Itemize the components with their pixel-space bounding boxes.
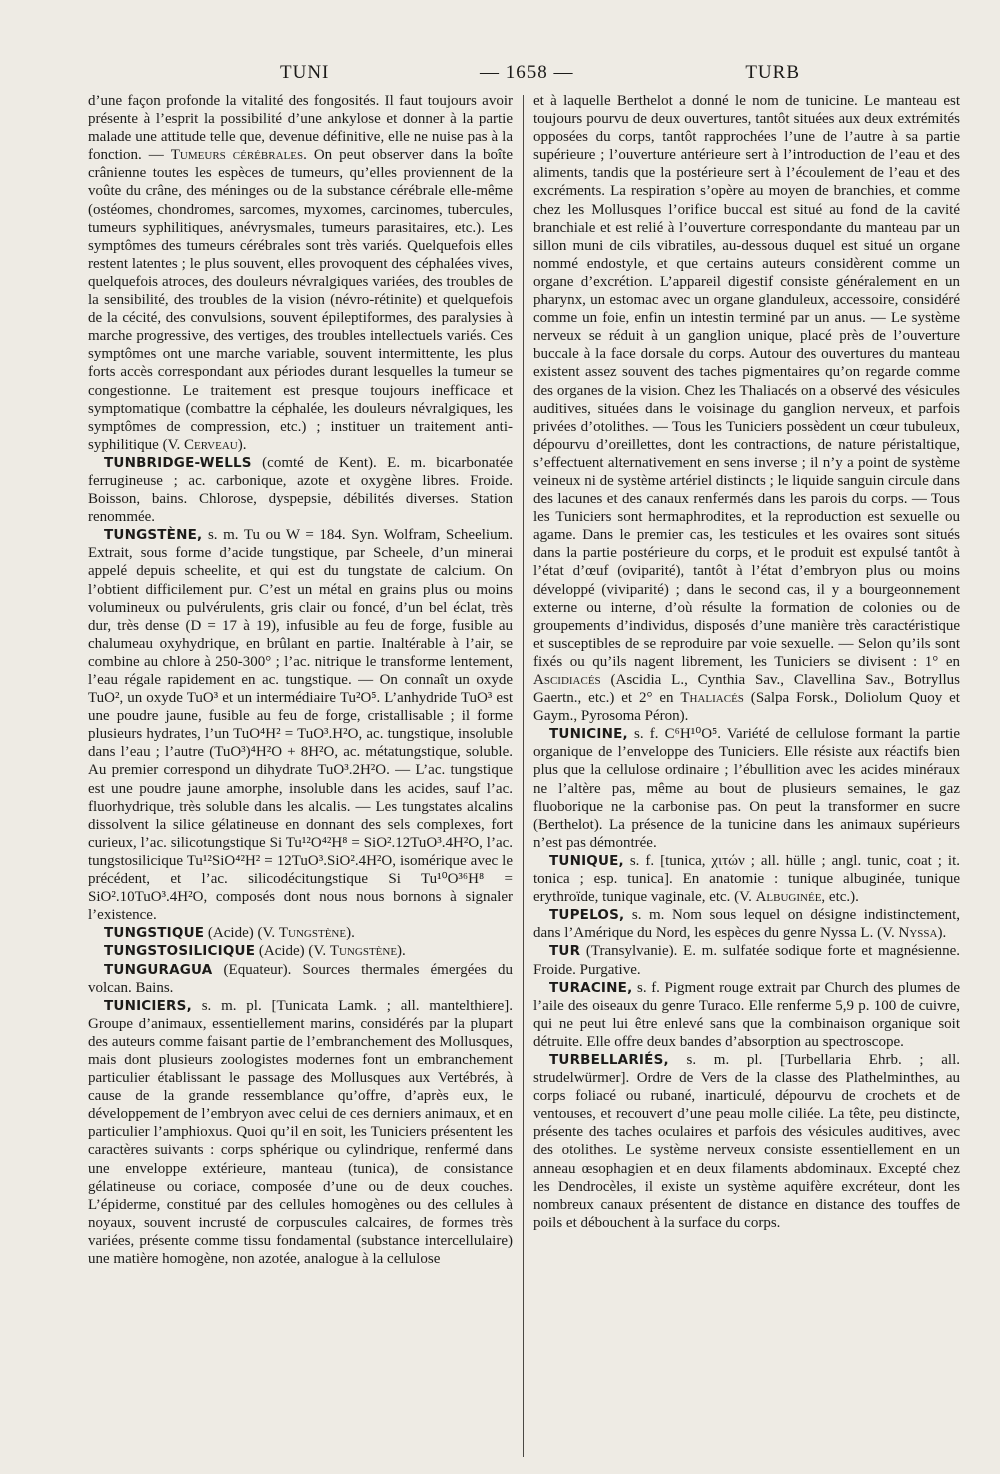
body-text: ]. Ordre de Vers de la classe des Plathelminthes, au corps foliacé ou rubané, inarticulé, dépourvu de crochets et de ventouses, et recouvert d’une peau molle ciliée. La tête, peu distincte, présente des taches oculaires et parfois des vésicules auditives, avec des otolithes. Le système nerveux consiste essentiellement en un anneau œsophagien et en deux filaments abdominaux. Excepté chez les Dendrocèles, il existe un système aquifère excréteur, dont les nombreux canaux présentent de distance en distance des touffes de poils et débouchent à la surface du corps.: [533, 1070, 960, 1231]
continued-text: [88, 92, 513, 454]
italic-text: tungstates alcalins: [402, 798, 513, 815]
body-text: (: [600, 672, 616, 688]
italic-text: Turaco.: [698, 997, 745, 1014]
italic-text: ac. métatungstique,: [343, 744, 461, 761]
italic-text: Wolfram, Scheelium.: [383, 527, 513, 544]
small-caps-text: Tungstène: [278, 925, 347, 942]
italic-text: scheelite,: [184, 563, 241, 580]
body-text: et qui est du tungstate de calcium. On l’obtient difficilement pur. C’est un métal en grains plus ou moins volumineux ou pulvérulents, gris clair ou foncé, d’un bel éclat, très dur, très dense (D = 17 à 19), infusible au feu de forge, fusible au chalumeau oxyhydrique, en brûlant en partie. Inaltérable à l’air, se combine au chlore à 250-300° ; l’ac. nitrique le transforme lentement, l’eau régale rapidement en ac. tungstique. — On connaît un oxyde TuO², un oxyde TuO³ et un intermédiaire Tu²O⁵. L’anhydride TuO³ est une poudre jaune, fusible au feu de forge, cristallisable ; il forme plusieurs hydrates, l’un TuO⁴H² = TuO³.H²O,: [88, 563, 513, 743]
dictionary-entry: [533, 942, 960, 978]
body-text: s. f. Pigment rouge extrait par Church des plumes de l’aile des oiseaux du genre: [533, 979, 960, 1014]
body-text: s. f. [: [623, 852, 666, 869]
body-text: ).: [237, 436, 247, 453]
italic-text: dihydrate: [255, 762, 313, 779]
body-text: Elle renferme 5,9 p. 100 de cuivre, qui ne peut lui être enlevé sans que la combinaison organique soit détruite. Elle offre deux bandes d’absorption au spectroscope.: [533, 997, 960, 1050]
dictionary-entry: [88, 997, 513, 1268]
running-head-right: TURB: [745, 62, 800, 83]
italic-text: Turbellaria: [785, 1051, 852, 1068]
continued-text: [533, 92, 960, 725]
body-text: ), de consistance gélatineuse ou coriace, composée d’une ou de deux couches. L’épiderme, constitué par des cellules homogènes ou des cellules à noyaux, souvent incrusté de corpuscules calcaires, de formes très variées, présente comme tissu fondamental (substance intercellulaire) une matière homogène, non azotée, analogue à la cellulose: [88, 1160, 513, 1267]
entry-headword: TUNIQUE,: [549, 852, 624, 869]
dictionary-entry: [533, 906, 960, 942]
italic-text: endostyle,: [586, 255, 648, 272]
body-text: s. m. Tu ou W = 184. Syn.: [202, 527, 384, 544]
italic-text: ac. tungstosilicique: [88, 834, 513, 869]
italic-text: ac. silicodécitungstique: [210, 871, 369, 888]
entry-headword: TUNBRIDGE-WELLS: [104, 454, 252, 471]
body-text: ]. Groupe d’animaux, essentiellement marins, considérés par la plupart des auteurs comme faisant partie de l’embranchement des Mollusques, mais dont plusieurs zoologistes modernes font un embranchement particulier établissant le passage des Mollusques aux Vertébrés, à cause de la grande ressemblance qu’offre, d’après eux, le développement de l’embryon avec celui de ces derniers animaux, et en particulier l’amphioxus. Quoi qu’il en soit, les Tuniciers présentent les caractères suivants : corps sphérique ou cylindrique, renfermé dans une enveloppe extérieure, manteau (: [88, 997, 513, 1177]
italic-text: Doliolum: [844, 690, 903, 707]
body-text: Forsk.,: [789, 690, 845, 707]
body-text: ; angl.: [815, 852, 868, 869]
entry-headword: TUPELOS,: [549, 907, 625, 924]
italic-text: hülle: [785, 852, 816, 869]
body-text: et à laquelle Berthelot a donné le nom de: [533, 93, 806, 109]
dictionary-entry: [88, 526, 513, 924]
italic-text: tunic, coat: [867, 852, 932, 869]
small-caps-text: Tumeurs cérébrales: [170, 147, 304, 164]
entry-headword: TUR: [549, 943, 581, 960]
italic-text: tunica: [353, 1160, 390, 1177]
body-text: Tu¹²SiO⁴²H² = 12TuO³.SiO².4H²O, isomérique avec le précédent, et l’: [88, 852, 513, 888]
dictionary-entry: [88, 924, 513, 942]
entry-headword: TUNGSTOSILICIQUE: [104, 943, 256, 960]
entry-headword: TUNICIERS,: [104, 997, 192, 1014]
body-text: (Equateur). Sources thermales émergées du volcan. Bains.: [88, 961, 513, 996]
entry-headword: TUNICINE,: [549, 726, 628, 743]
body-text: ]. En anatomie :: [663, 871, 789, 888]
entry-headword: TUNGSTIQUE: [104, 925, 205, 942]
body-text: s. m. Nom sous lequel on désigne indistinctement, dans l’Amérique du Nord, les espèces du genre: [533, 907, 960, 942]
italic-text: tunica: [627, 871, 664, 888]
entry-headword: TURACINE,: [549, 979, 633, 996]
dictionary-entry: [88, 961, 513, 997]
body-text: ).: [346, 925, 355, 942]
body-text: L. (V.: [856, 925, 899, 942]
italic-text: Salpa: [755, 690, 790, 707]
body-text: ; esp.: [569, 871, 628, 888]
body-text: Extrait, sous forme d’acide tungstique, par Scheele, d’un minerai appelé depuis: [88, 545, 513, 580]
italic-text: Cynthia: [697, 672, 746, 688]
italic-text: tunica: [665, 852, 702, 869]
running-head: [80, 62, 920, 88]
italic-text: ac. tungstique,: [366, 726, 454, 743]
body-text: dissolvent la silice gélatineuse en donnant des sels complexes, fort curieux, l’: [88, 816, 513, 851]
body-text: s. f. C⁶H¹⁰O⁵. Variété de cellulose formant la partie organique de l’enveloppe des Tuniciers. Elle résiste aux réactifs bien plus que la cellulose ordinaire ; l’ébullition avec les acides minéraux ne l’altère pas, même au bout de plusieurs semaines, le gaz fluoborique ne la carbonise pas. On peut la transformer en sucre (Berthelot). La présence de la tunicine dans les animaux supérieurs n’est pas démontrée.: [533, 726, 960, 851]
body-text: , etc.).: [821, 889, 859, 906]
italic-text: Nyssa: [820, 925, 857, 942]
italic-text: Pyrosoma: [580, 708, 641, 725]
right-column: [533, 92, 960, 1462]
column-divider: [523, 95, 524, 1457]
italic-text: Tunicata: [276, 997, 329, 1014]
small-caps-text: Nyssa: [898, 925, 938, 942]
body-text: (Transylvanie). E. m. sulfatée sodique forte et magnésienne. Froide. Purgative.: [533, 943, 960, 978]
dictionary-entry: [533, 852, 960, 906]
small-caps-text: Ascidiacés: [533, 672, 601, 688]
body-text: Ehrb. ; all.: [851, 1051, 960, 1068]
body-text: Sav.,: [745, 672, 794, 688]
body-text: (: [743, 690, 756, 707]
left-column: [88, 92, 513, 1462]
body-text: et que certains auteurs considèrent comme un organe d’excrétion. L’appareil digestif consiste généralement en un pharynx, un estomac avec un organe glanduleux, accessoire, considéré comme un foie, enfin un intestin terminé par un anus. — Le système nerveux se réduit à un ganglion unique, placé près de l’ouverture buccale à la face dorsale du corps. Autour des ouvertures du manteau existent assez souvent des taches pigmentaires qu’on regarde comme des organes de la vision. Chez les Thaliacés on a observé des vésicules auditives, situées dans le voisinage du ganglion nerveux, et parfois privées d’otolithes. — Tous les Tuniciers possèdent un cœur tubuleux, dépourvu d’oreillettes, dont les contractions, de nature péristaltique, s’effectuent alternativement en sens inverse ; il n’y a point de système veineux ni de système artériel distincts ; le liquide sanguin circule dans des lacunes et des canaux renfermés dans les parois du corps. — Tous les Tuniciers sont hermaphrodites, et la reproduction est sexuelle ou agame. Dans le premier cas, les testicules et les ovaires sont situés dans la partie postérieure du corps, et le produit est expulsé tantôt à l’état d’œuf (oviparité), tantôt à l’état d’embryon plus ou moins développé (viviparité) ; dans le second cas, il y a bourgeonnement externe ou interne, d’où résulte la formation de colonies ou de groupements d’individus, disposés d’une manière très caractéristique et susceptibles de se reproduire par voie sexuelle. — Selon qu’ils sont fixés ou qu’ils nagent librement, les Tuniciers se divisent : 1° en: [533, 255, 960, 670]
italic-text: strudelwürmer: [533, 1070, 621, 1087]
body-text: Sav.,: [855, 672, 905, 688]
body-text: Le manteau est toujours pourvu de deux ouvertures, tantôt situées aux deux extrémités opposées du corps, tantôt rapprochées l’une de l’autre à sa partie supérieure ; l’ouverture antérieure sert à l’introduction de l’eau et des aliments, tandis que la postérieure sert à l’écoulement de l’eau et des excréments. La respiration s’opère au moyen de branchies, et comme chez les Mollusques l’orifice buccal est situé au fond de la cavité branchiale et est relié à l’ouverture correspondante du manteau par un sillon muni de cils vibratiles, au-dessous duquel est situé un organe nommé: [533, 93, 960, 272]
dictionary-entry: [533, 725, 960, 852]
small-caps-text: Albuginée: [755, 889, 822, 906]
entry-headword: TURBELLARIÉS,: [549, 1051, 669, 1068]
body-text: , χιτών ; all.: [701, 852, 786, 869]
body-text: Lamk. ; all.: [328, 997, 430, 1014]
body-text: s. m. pl. [: [191, 997, 277, 1014]
body-text: etc. (V.: [705, 889, 756, 906]
dictionary-entry: [533, 979, 960, 1051]
body-text: s. m. pl. [: [668, 1051, 785, 1068]
body-text: (Acide) (V.: [204, 925, 279, 942]
body-text: . On peut observer dans la boîte crânienne toutes les espèces de tumeurs, qu’elles proviennent de la voûte du crâne, des méninges ou de la substance cérébrale elle-même (ostéomes, chondromes, sarcomes, myxomes, carcinomes, tubercules, tumeurs syphilitiques, anévrysmales, tumeurs parasitaires, etc.). Les symptômes des tumeurs cérébrales sont très variés. Quelquefois elles restent latentes ; le plus souvent, elles provoquent des céphalées vives, quelquefois atroces, des douleurs névralgiques variées, des troubles de la sensibilité, des troubles de la vision (névro-rétinite) et quelquefois de la cécité, des convulsions, souvent épileptiformes, des paralysies à marche progressive, des vertiges, des troubles intellectuels variés. Ces symptômes ont une marche variable, souvent intermittente, les plus forts accès correspondant aux périodes durant lesquelles la tumeur se congestionne. Le traitement est presque toujours inefficace et symptomatique (combattre la céphalée, les douleurs névralgiques, les symptômes de compression, etc.) ; instituer un traitement anti-syphilitique (V.: [88, 147, 513, 453]
small-caps-text: Thaliacés: [680, 690, 744, 707]
body-text: TuO³.2H²O. — L’ac. tungstique est une poudre jaune amorphe, insoluble dans les acides, sauf l’ac. fluorhydrique, très soluble dans les alcalis. — Les: [88, 762, 513, 815]
italic-text: tonica: [533, 871, 570, 888]
body-text: Si Tu¹²O⁴²H⁸ = SiO².12TuO³.4H²O, l’: [265, 834, 496, 851]
italic-text: tunicine.: [805, 93, 858, 109]
body-text: L.,: [661, 672, 698, 688]
page-number: — 1658 —: [480, 62, 574, 83]
italic-text: Ascidia: [615, 672, 662, 688]
body-text: ; it.: [931, 852, 960, 869]
dictionary-entry: [533, 1051, 960, 1232]
body-text: Gaertn., etc.) et 2° en: [533, 690, 681, 707]
body-text: (Acide) (V.: [255, 943, 330, 960]
dictionary-entry: [88, 942, 513, 960]
body-text: (comté de Kent). E. m. bicarbonatée ferrugineuse ; ac. carbonique, azote et oxygène libres. Froide. Boisson, bains. Chlorose, dyspepsie, débilités diverses. Station renommée.: [88, 454, 513, 526]
body-text: Quoy et Gaym.,: [533, 690, 960, 725]
body-text: Si Tu¹⁰O³⁶H⁸ = SiO².10TuO³.4H²O, composés dont nous nous bornons à signaler l’existence.: [88, 871, 513, 924]
italic-text: mantelthiere: [429, 997, 505, 1014]
italic-text: tunique albuginée, tunique erythroïde, tunique vaginale,: [533, 871, 960, 906]
small-caps-text: Cerveau: [183, 436, 238, 453]
body-text: soluble. Au premier correspond un: [88, 744, 513, 779]
dictionary-entry: [88, 454, 513, 526]
body-text: ).: [937, 925, 947, 942]
running-head-left: TUNI: [280, 62, 330, 83]
small-caps-text: Tungstène: [329, 943, 398, 960]
italic-text: Botryllus: [904, 672, 960, 688]
body-text: Péron).: [640, 708, 689, 725]
body-text: ).: [397, 943, 406, 960]
italic-text: Clavellina: [793, 672, 856, 688]
entry-headword: TUNGURAGUA: [104, 961, 213, 978]
italic-text: ac. silicotungstique: [149, 834, 266, 851]
body-text: insoluble dans l’eau ; l’autre (TuO³)⁴H²O + 8H²O,: [88, 726, 513, 761]
body-text: d’une façon profonde la vitalité des fongosités. Il faut toujours avoir présente à l’esprit la possibilité d’une ankylose et donner à la partie malade une attitude telle que, devenue définitive, elle ne nuise pas à la fonction. —: [88, 93, 513, 164]
entry-headword: TUNGSTÈNE,: [104, 527, 203, 544]
